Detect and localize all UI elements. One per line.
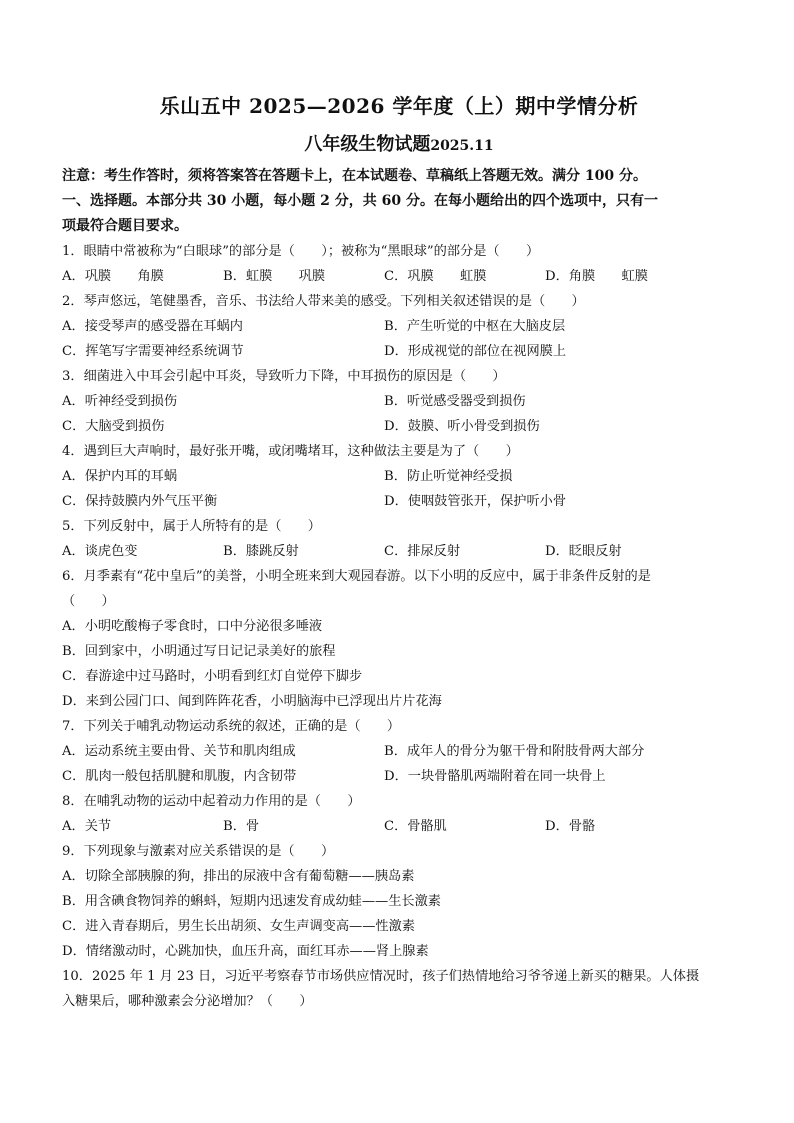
exam-date: 2025.11 xyxy=(430,138,494,154)
option-row xyxy=(62,264,736,289)
option-d: D．角膜 虹膜 xyxy=(545,269,648,284)
option-c: C．大脑受到损伤 xyxy=(62,419,165,434)
question-stem: 3．细菌进入中耳会引起中耳炎，导致听力下降，中耳损伤的原因是（ ） xyxy=(62,369,506,384)
option-b: B．骨 xyxy=(223,819,260,834)
option-c: C．进入青春期后，男生长出胡须、女生声调变高——性激素 xyxy=(62,919,415,934)
option-a: A．巩膜 角膜 xyxy=(62,269,164,284)
option-row xyxy=(62,814,736,839)
question-stem: 10．2025 年 1 月 23 日，习近平考察春节市场供应情况时，孩子们热情地给习爷爷递上新买的糖果。人体摄 xyxy=(62,969,700,984)
question-stem: 9．下列现象与激素对应关系错误的是（ ） xyxy=(62,844,335,859)
option-row xyxy=(62,339,736,364)
option-d: D．骨骼 xyxy=(545,819,596,834)
option-d: D．使咽鼓管张开，保护听小骨 xyxy=(384,494,567,509)
option-c: C．保持鼓膜内外气压平衡 xyxy=(62,494,218,509)
option-row xyxy=(62,389,736,414)
option-b: B．防止听觉神经受损 xyxy=(384,469,513,484)
section-heading-line1: 一、选择题。本部分共 30 小题，每小题 2 分，共 60 分。在每小题给出的四个选项中，只有一 xyxy=(62,193,658,209)
option-c: C．骨骼肌 xyxy=(384,819,447,834)
exam-subtitle xyxy=(62,132,736,159)
option-d: D．鼓膜、听小骨受到损伤 xyxy=(384,419,540,434)
option-row xyxy=(62,764,736,789)
exam-title: 乐山五中 2025—2026 学年度（上）期中学情分析 xyxy=(159,94,639,118)
option-c: C．肌肉一般包括肌腱和肌腹，内含韧带 xyxy=(62,769,297,784)
question-stem-cont: 入糖果后，哪种激素会分泌增加？（ ） xyxy=(62,994,313,1009)
question-stem: 7．下列关于哺乳动物运动系统的叙述，正确的是（ ） xyxy=(62,719,401,734)
option-c: C．巩膜 虹膜 xyxy=(384,269,487,284)
option-c: C．排尿反射 xyxy=(384,544,461,559)
option-d: D．来到公园门口、闻到阵阵花香，小明脑海中已浮现出片片花海 xyxy=(62,694,442,709)
option-b: B．产生听觉的中枢在大脑皮层 xyxy=(384,319,566,334)
option-a: A．谈虎色变 xyxy=(62,544,138,559)
option-c: C．春游途中过马路时，小明看到红灯自觉停下脚步 xyxy=(62,669,363,684)
option-d: D．一块骨骼肌两端附着在同一块骨上 xyxy=(384,769,606,784)
option-b: B．虹膜 巩膜 xyxy=(223,269,326,284)
question-stem: 6．月季素有“花中皇后”的美誉，小明全班来到大观园春游。以下小明的反应中，属于非条件反射的是 xyxy=(62,569,651,584)
option-c: C．挥笔写字需要神经系统调节 xyxy=(62,344,244,359)
option-a: A．小明吃酸梅子零食时，口中分泌很多唾液 xyxy=(62,619,323,634)
question-stem-cont: （ ） xyxy=(62,594,115,609)
option-a: A．听神经受到损伤 xyxy=(62,394,178,409)
option-b: B．膝跳反射 xyxy=(223,544,299,559)
section-heading-line2: 项最符合题目要求。 xyxy=(62,218,188,234)
question-stem: 4．遇到巨大声响时，最好张开嘴，或闭嘴堵耳，这种做法主要是为了（ ） xyxy=(62,444,519,459)
exam-notice: 注意：考生作答时，须将答案答在答题卡上，在本试题卷、草稿纸上答题无效。满分 100 分。 xyxy=(62,168,647,184)
section-heading xyxy=(62,189,736,239)
option-a: A．保护内耳的耳蜗 xyxy=(62,469,178,484)
question-stem: 2．琴声悠远，笔健墨香，音乐、书法给人带来美的感受。下列相关叙述错误的是（ ） xyxy=(62,294,585,309)
option-b: B．成年人的骨分为躯干骨和附肢骨两大部分 xyxy=(384,744,645,759)
option-row xyxy=(62,739,736,764)
option-row xyxy=(62,464,736,489)
option-b: B．回到家中，小明通过写日记记录美好的旅程 xyxy=(62,644,336,659)
option-a: A．切除全部胰腺的狗，排出的尿液中含有葡萄糖——胰岛素 xyxy=(62,869,415,884)
option-d: D．眨眼反射 xyxy=(545,544,622,559)
question-stem: 8．在哺乳动物的运动中起着动力作用的是（ ） xyxy=(62,794,361,809)
question-stem: 5．下列反射中，属于人所特有的是（ ） xyxy=(62,519,321,534)
option-a: A．运动系统主要由骨、关节和肌肉组成 xyxy=(62,744,296,759)
option-b: B．听觉感受器受到损伤 xyxy=(384,394,526,409)
option-row xyxy=(62,539,736,564)
question-stem: 1．眼睛中常被称为“白眼球”的部分是（ ）；被称为“黑眼球”的部分是（ ） xyxy=(62,244,540,259)
option-a: A．关节 xyxy=(62,819,112,834)
option-row xyxy=(62,489,736,514)
option-d: D．情绪激动时，心跳加快，血压升高，面红耳赤——肾上腺素 xyxy=(62,944,429,959)
option-a: A．接受琴声的感受器在耳蜗内 xyxy=(62,319,243,334)
option-b: B．用含碘食物饲养的蝌蚪，短期内迅速发育成幼蛙——生长激素 xyxy=(62,894,441,909)
option-row xyxy=(62,314,736,339)
subject-title: 八年级生物试题 xyxy=(304,134,431,155)
option-row xyxy=(62,414,736,439)
option-d: D．形成视觉的部位在视网膜上 xyxy=(384,344,567,359)
